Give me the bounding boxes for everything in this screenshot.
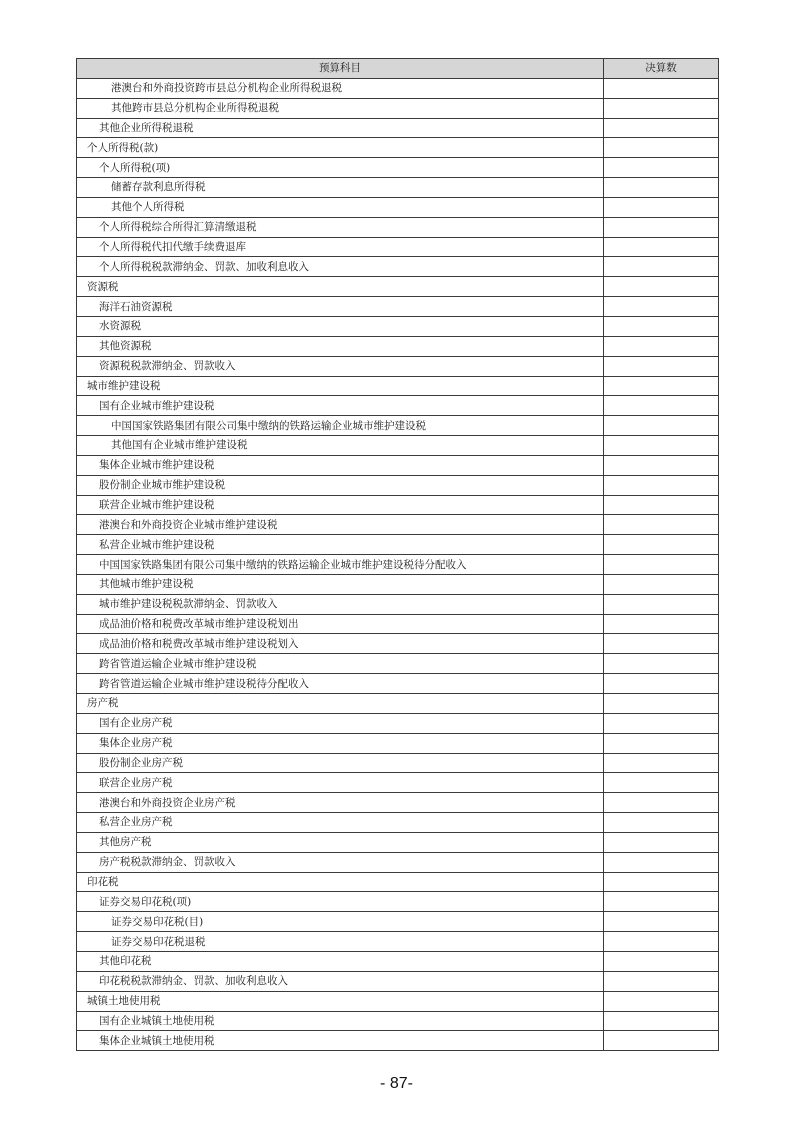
budget-subject-cell: 水资源税 <box>77 316 604 336</box>
table-row <box>77 773 719 793</box>
table-row <box>77 237 719 257</box>
table-row <box>77 118 719 138</box>
table-row <box>77 753 719 773</box>
budget-subject-cell: 储蓄存款利息所得税 <box>77 178 604 198</box>
table-row <box>77 416 719 436</box>
final-amount-cell <box>604 237 719 257</box>
budget-subject-cell: 股份制企业城市维护建设税 <box>77 475 604 495</box>
table-row <box>77 297 719 317</box>
final-amount-cell <box>604 852 719 872</box>
table-row <box>77 1011 719 1031</box>
budget-subject-cell: 成品油价格和税费改革城市维护建设税划入 <box>77 634 604 654</box>
budget-subject-cell: 其他资源税 <box>77 336 604 356</box>
budget-subject-cell: 私营企业城市维护建设税 <box>77 535 604 555</box>
final-amount-cell <box>604 912 719 932</box>
table-row <box>77 1031 719 1051</box>
table-row <box>77 138 719 158</box>
final-amount-cell <box>604 574 719 594</box>
final-amount-cell <box>604 376 719 396</box>
final-amount-cell <box>604 98 719 118</box>
budget-subject-cell: 国有企业城镇土地使用税 <box>77 1011 604 1031</box>
final-amount-cell <box>604 733 719 753</box>
final-amount-cell <box>604 197 719 217</box>
budget-subject-cell: 房产税 <box>77 694 604 714</box>
final-amount-cell <box>604 356 719 376</box>
table-row <box>77 951 719 971</box>
budget-subject-cell: 其他企业所得税退税 <box>77 118 604 138</box>
table-row <box>77 515 719 535</box>
final-amount-cell <box>604 654 719 674</box>
table-row <box>77 98 719 118</box>
final-amount-cell <box>604 416 719 436</box>
table-row <box>77 852 719 872</box>
budget-subject-cell: 证券交易印花税(项) <box>77 892 604 912</box>
table-row <box>77 872 719 892</box>
budget-subject-cell: 城镇土地使用税 <box>77 991 604 1011</box>
budget-subject-cell: 其他印花税 <box>77 951 604 971</box>
budget-subject-cell: 联营企业房产税 <box>77 773 604 793</box>
table-row <box>77 376 719 396</box>
final-amount-cell <box>604 793 719 813</box>
final-amount-cell <box>604 713 719 733</box>
table-row <box>77 396 719 416</box>
final-amount-cell <box>604 892 719 912</box>
budget-subject-cell: 集体企业房产税 <box>77 733 604 753</box>
budget-subject-cell: 联营企业城市维护建设税 <box>77 495 604 515</box>
table-row <box>77 217 719 237</box>
budget-subject-cell: 印花税税款滞纳金、罚款、加收利息收入 <box>77 971 604 991</box>
table-row <box>77 733 719 753</box>
page-number: - 87- <box>380 1075 413 1092</box>
final-amount-cell <box>604 277 719 297</box>
budget-subject-cell: 个人所得税(款) <box>77 138 604 158</box>
final-amount-cell <box>604 634 719 654</box>
final-amount-cell <box>604 1031 719 1051</box>
budget-subject-cell: 集体企业城镇土地使用税 <box>77 1031 604 1051</box>
final-amount-cell <box>604 336 719 356</box>
table-row <box>77 555 719 575</box>
final-amount-cell <box>604 594 719 614</box>
budget-subject-cell: 跨省管道运输企业城市维护建设税 <box>77 654 604 674</box>
table-row <box>77 574 719 594</box>
table-row <box>77 694 719 714</box>
budget-subject-cell: 个人所得税税款滞纳金、罚款、加收利息收入 <box>77 257 604 277</box>
table-row <box>77 197 719 217</box>
table-row <box>77 356 719 376</box>
final-amount-cell <box>604 158 719 178</box>
table-body <box>77 78 719 1050</box>
budget-subject-cell: 证券交易印花税(目) <box>77 912 604 932</box>
table-row <box>77 674 719 694</box>
final-amount-cell <box>604 297 719 317</box>
budget-subject-cell: 港澳台和外商投资企业房产税 <box>77 793 604 813</box>
final-amount-cell <box>604 674 719 694</box>
budget-subject-cell: 个人所得税综合所得汇算清缴退税 <box>77 217 604 237</box>
table-row <box>77 455 719 475</box>
budget-subject-cell: 其他城市维护建设税 <box>77 574 604 594</box>
table-row <box>77 495 719 515</box>
budget-subject-cell: 其他个人所得税 <box>77 197 604 217</box>
table-row <box>77 178 719 198</box>
budget-subject-cell: 房产税税款滞纳金、罚款收入 <box>77 852 604 872</box>
table-row <box>77 932 719 952</box>
final-amount-cell <box>604 257 719 277</box>
final-amount-cell <box>604 991 719 1011</box>
table-row <box>77 991 719 1011</box>
budget-subject-cell: 资源税 <box>77 277 604 297</box>
final-amount-cell <box>604 773 719 793</box>
table-row <box>77 257 719 277</box>
budget-subject-cell: 其他房产税 <box>77 832 604 852</box>
table-row <box>77 654 719 674</box>
table-row <box>77 277 719 297</box>
budget-subject-cell: 其他国有企业城市维护建设税 <box>77 436 604 456</box>
budget-subject-cell: 海洋石油资源税 <box>77 297 604 317</box>
final-amount-cell <box>604 316 719 336</box>
final-amount-cell <box>604 138 719 158</box>
budget-subject-cell: 港澳台和外商投资企业城市维护建设税 <box>77 515 604 535</box>
final-amount-cell <box>604 495 719 515</box>
header-final-amount: 决算数 <box>604 59 719 79</box>
final-amount-cell <box>604 436 719 456</box>
table-row <box>77 436 719 456</box>
final-amount-cell <box>604 951 719 971</box>
table-row <box>77 634 719 654</box>
budget-subject-cell: 私营企业房产税 <box>77 813 604 833</box>
table-row <box>77 336 719 356</box>
table-row <box>77 475 719 495</box>
table-row <box>77 713 719 733</box>
final-amount-cell <box>604 694 719 714</box>
final-amount-cell <box>604 535 719 555</box>
final-amount-cell <box>604 118 719 138</box>
table-row <box>77 912 719 932</box>
table-row <box>77 813 719 833</box>
table-row <box>77 793 719 813</box>
budget-subject-cell: 个人所得税代扣代缴手续费退库 <box>77 237 604 257</box>
final-amount-cell <box>604 614 719 634</box>
final-amount-cell <box>604 753 719 773</box>
final-amount-cell <box>604 872 719 892</box>
budget-subject-cell: 港澳台和外商投资跨市县总分机构企业所得税退税 <box>77 78 604 98</box>
budget-subject-cell: 中国国家铁路集团有限公司集中缴纳的铁路运输企业城市维护建设税 <box>77 416 604 436</box>
header-budget-subject: 预算科目 <box>77 59 604 79</box>
final-amount-cell <box>604 396 719 416</box>
budget-subject-cell: 证券交易印花税退税 <box>77 932 604 952</box>
final-amount-cell <box>604 932 719 952</box>
budget-subject-cell: 城市维护建设税 <box>77 376 604 396</box>
table-row <box>77 832 719 852</box>
table-row <box>77 535 719 555</box>
budget-subject-cell: 国有企业城市维护建设税 <box>77 396 604 416</box>
table-row <box>77 78 719 98</box>
budget-subject-cell: 城市维护建设税税款滞纳金、罚款收入 <box>77 594 604 614</box>
budget-subject-cell: 中国国家铁路集团有限公司集中缴纳的铁路运输企业城市维护建设税待分配收入 <box>77 555 604 575</box>
table-row <box>77 614 719 634</box>
final-amount-cell <box>604 515 719 535</box>
budget-subject-cell: 资源税税款滞纳金、罚款收入 <box>77 356 604 376</box>
budget-subject-cell: 其他跨市县总分机构企业所得税退税 <box>77 98 604 118</box>
final-amount-cell <box>604 832 719 852</box>
final-amount-cell <box>604 217 719 237</box>
budget-subject-cell: 股份制企业房产税 <box>77 753 604 773</box>
final-amount-cell <box>604 455 719 475</box>
budget-subject-cell: 个人所得税(项) <box>77 158 604 178</box>
budget-subject-cell: 成品油价格和税费改革城市维护建设税划出 <box>77 614 604 634</box>
table-row <box>77 158 719 178</box>
final-amount-cell <box>604 178 719 198</box>
budget-subject-cell: 印花税 <box>77 872 604 892</box>
table-row <box>77 971 719 991</box>
budget-subject-cell: 跨省管道运输企业城市维护建设税待分配收入 <box>77 674 604 694</box>
final-amount-cell <box>604 475 719 495</box>
table-header-row <box>77 59 719 79</box>
final-amount-cell <box>604 78 719 98</box>
budget-subject-cell: 集体企业城市维护建设税 <box>77 455 604 475</box>
budget-table <box>76 58 719 1051</box>
final-amount-cell <box>604 555 719 575</box>
final-amount-cell <box>604 971 719 991</box>
table-row <box>77 316 719 336</box>
final-amount-cell <box>604 813 719 833</box>
budget-subject-cell: 国有企业房产税 <box>77 713 604 733</box>
table-row <box>77 594 719 614</box>
table-row <box>77 892 719 912</box>
final-amount-cell <box>604 1011 719 1031</box>
